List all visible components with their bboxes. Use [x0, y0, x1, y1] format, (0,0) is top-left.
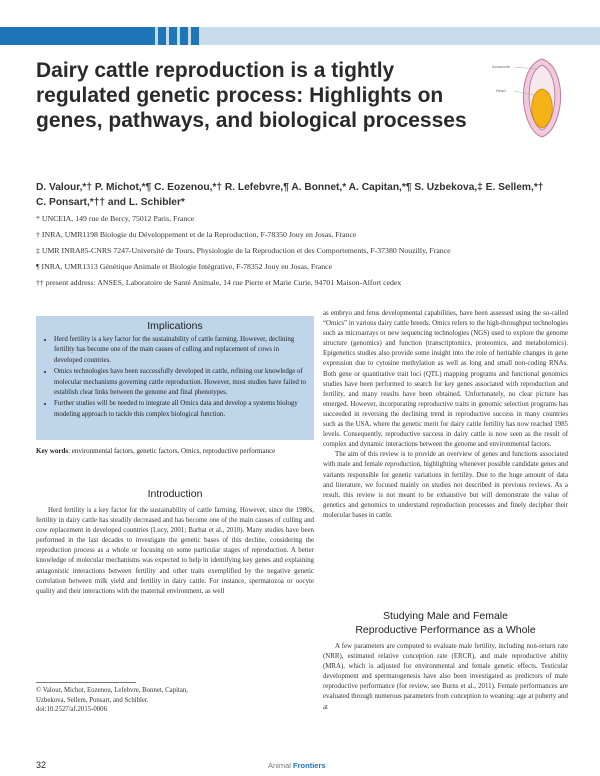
implications-item: • Omics technologies have been successfully developed in cattle, refining our knowledge of molecular mechanisms governing cattle reproduction. However, most studies have failed to establish clear links between the genome and final phenotypes.	[54, 367, 306, 398]
header-bar-segment	[169, 27, 177, 45]
footnote-line: © Valour, Michot, Eozenou, Lefebvre, Bonnet, Capitan,	[36, 687, 188, 694]
affiliation-line: †† present address: ANSES, Laboratoire de Santé Animale, 14 rue Pierre et Marie Curie, 94701 Maison-Alfort cedex	[36, 278, 402, 287]
header-bar	[0, 27, 600, 45]
header-bar-segment	[180, 27, 188, 45]
figure-label-acrosome: Acrosome	[492, 64, 511, 69]
affiliation-line: ¶ INRA, UMR1313 Génétique Animale et Biologie Intégrative, F-78352 Jouy en Josas, France	[36, 262, 333, 271]
body-paragraph: as embryo and fetus developmental capabilities, have been assessed using the so-called “Omics” in various dairy cattle breeds. Omics refers to the high-throughput technologies such as microarrays or new sequencing technologies (NGS) used to explore the genome structure (genomics) and function (transcriptomics, proteomics, and metabolomics). Epigenetics studies also provide some insight into the role of heritable changes in gene expression due to cytosine methylation as well as long and small non-coding RNAs. Both gene or quantitative trait loci (QTL) mapping programs and functional genomics studies have been performed to search for key genes associated with reproduction and fertility, and many results have been obtained. Unfortunately, no clear picture has emerged. However, incorporating reproductive traits in genomic selection programs has succeeded in reversing the declining trend in reproductive success in many countries such as the USA, where the genetic merit for dairy cattle fertility has now reached 1985 levels. Consequently, reproductive success in dairy cattle is now seen as the result of complex and dynamic interactions between the genome and environmental factors.	[323, 310, 568, 449]
introduction-body	[36, 506, 314, 597]
header-bar-segment	[191, 27, 199, 45]
figure-label-head: Head	[496, 88, 506, 93]
journal-name	[268, 761, 326, 770]
article-title: Dairy cattle reproduction is a tightly regulated genetic process: Highlights on genes, pathways, and biological processes	[36, 59, 467, 132]
section-heading-line: Reproductive Performance as a Whole	[355, 624, 536, 636]
section-heading-line: Studying Male and Female	[383, 610, 508, 622]
implications-box	[36, 316, 314, 440]
copyright-footnote	[36, 686, 266, 715]
implications-heading: Implications	[147, 320, 203, 332]
introduction-heading: Introduction	[147, 488, 203, 500]
implications-item: • Further studies will be needed to integrate all Omics data and develop a systems biology modeling approach to tackle this complex biological function.	[54, 399, 306, 420]
keywords	[36, 446, 314, 456]
footnote-line: doi:10.2527/af.2015-0006	[36, 706, 107, 714]
journal-prefix: Animal	[268, 761, 291, 770]
right-column-top	[323, 309, 568, 521]
footnote-line: Uzbekova, Sellem, Ponsart, and Schibler.	[36, 696, 149, 704]
introduction-paragraph: Herd fertility is a key factor for the sustainability of cattle farming. However, since the 1980s, fertility in dairy cattle has steadily decreased and has become one of the main causes of culling and cow replacement in developed countries (Lucy, 2001; Barbat et al., 2010). Many studies have been performed in the last decades to investigate the genetic bases of this decline, considering the reproduction process as a whole or focusing on some particular stages of reproduction. A better knowledge of molecular mechanisms was expected to help in identifying key genes and explaining antagonistic interactions between fertility and other traits exemplified by the negative genetic correlation between milk yield and fertility in dairy cattle. For instance, spermatozoa or oocyte quality and their interactions with the maternal environment, as well	[36, 507, 314, 595]
journal-title: Frontiers	[293, 761, 326, 770]
implications-list	[44, 335, 306, 420]
header-bar-segment	[0, 27, 155, 45]
affiliations	[36, 211, 576, 291]
implications-item: • Herd fertility is a key factor for the sustainability of cattle farming. However, declining fertility has become one of the main causes of culling and replacement of cows in developed countries.	[54, 335, 306, 366]
right-column-bottom	[323, 642, 568, 713]
page-number: 32	[36, 760, 47, 770]
keywords-text: : environmental factors, genetic factors, Omics, reproductive performance	[68, 447, 276, 455]
body-paragraph: A few parameters are computed to evaluate male fertility, including non-return rate (NRR), estimated relative conception rate (ERCR), and male reproductive ability (MRA), which is adjusted for environmental and female genetic effects. Testicular development and spermatogenesis have also been investigated as predictors of male reproductive performance (for review, see Burns et al., 2011). Female performances are evaluated through numerous parameters from conception to weaning: age at puberty and at	[323, 643, 568, 711]
author-list: D. Valour,*† P. Michot,*¶ C. Eozenou,*† R. Lefebvre,¶ A. Bonnet,* A. Capitan,*¶ S. Uzbekova,‡ E. Sellem,*† C. Ponsart,*†† and L. Schibler*	[36, 182, 544, 208]
body-paragraph: The aim of this review is to provide an overview of genes and functions associated with male and female reproduction, highlighting whenever possible candidate genes and variants responsible for genetic variations in fertility. Due to the huge amount of data and literature, we focused mainly on studies not described in previous reviews. As a result, this review is not meant to be exhaustive but will demonstrate the value of genetics and genomics to understand reproduction processes and finely decipher their molecular bases in cattle.	[323, 451, 568, 519]
keywords-label: Key words	[36, 447, 69, 455]
sperm-head-illustration	[492, 55, 572, 139]
footnote-divider	[36, 682, 136, 683]
affiliation-line: * UNCEIA, 149 rue de Bercy, 75012 Paris, France	[36, 214, 195, 223]
affiliation-line: ‡ UMR INRA85-CNRS 7247-Université de Tours, Physiologie de la Reproduction et des Comportements, F-37380 Nouzilly, France	[36, 246, 451, 255]
affiliation-line: † INRA, UMR1198 Biologie du Développement et de la Reproduction, F-78350 Jouy en Josas, France	[36, 230, 357, 239]
header-bar-segment	[158, 27, 166, 45]
section-heading-male-female	[323, 609, 568, 637]
